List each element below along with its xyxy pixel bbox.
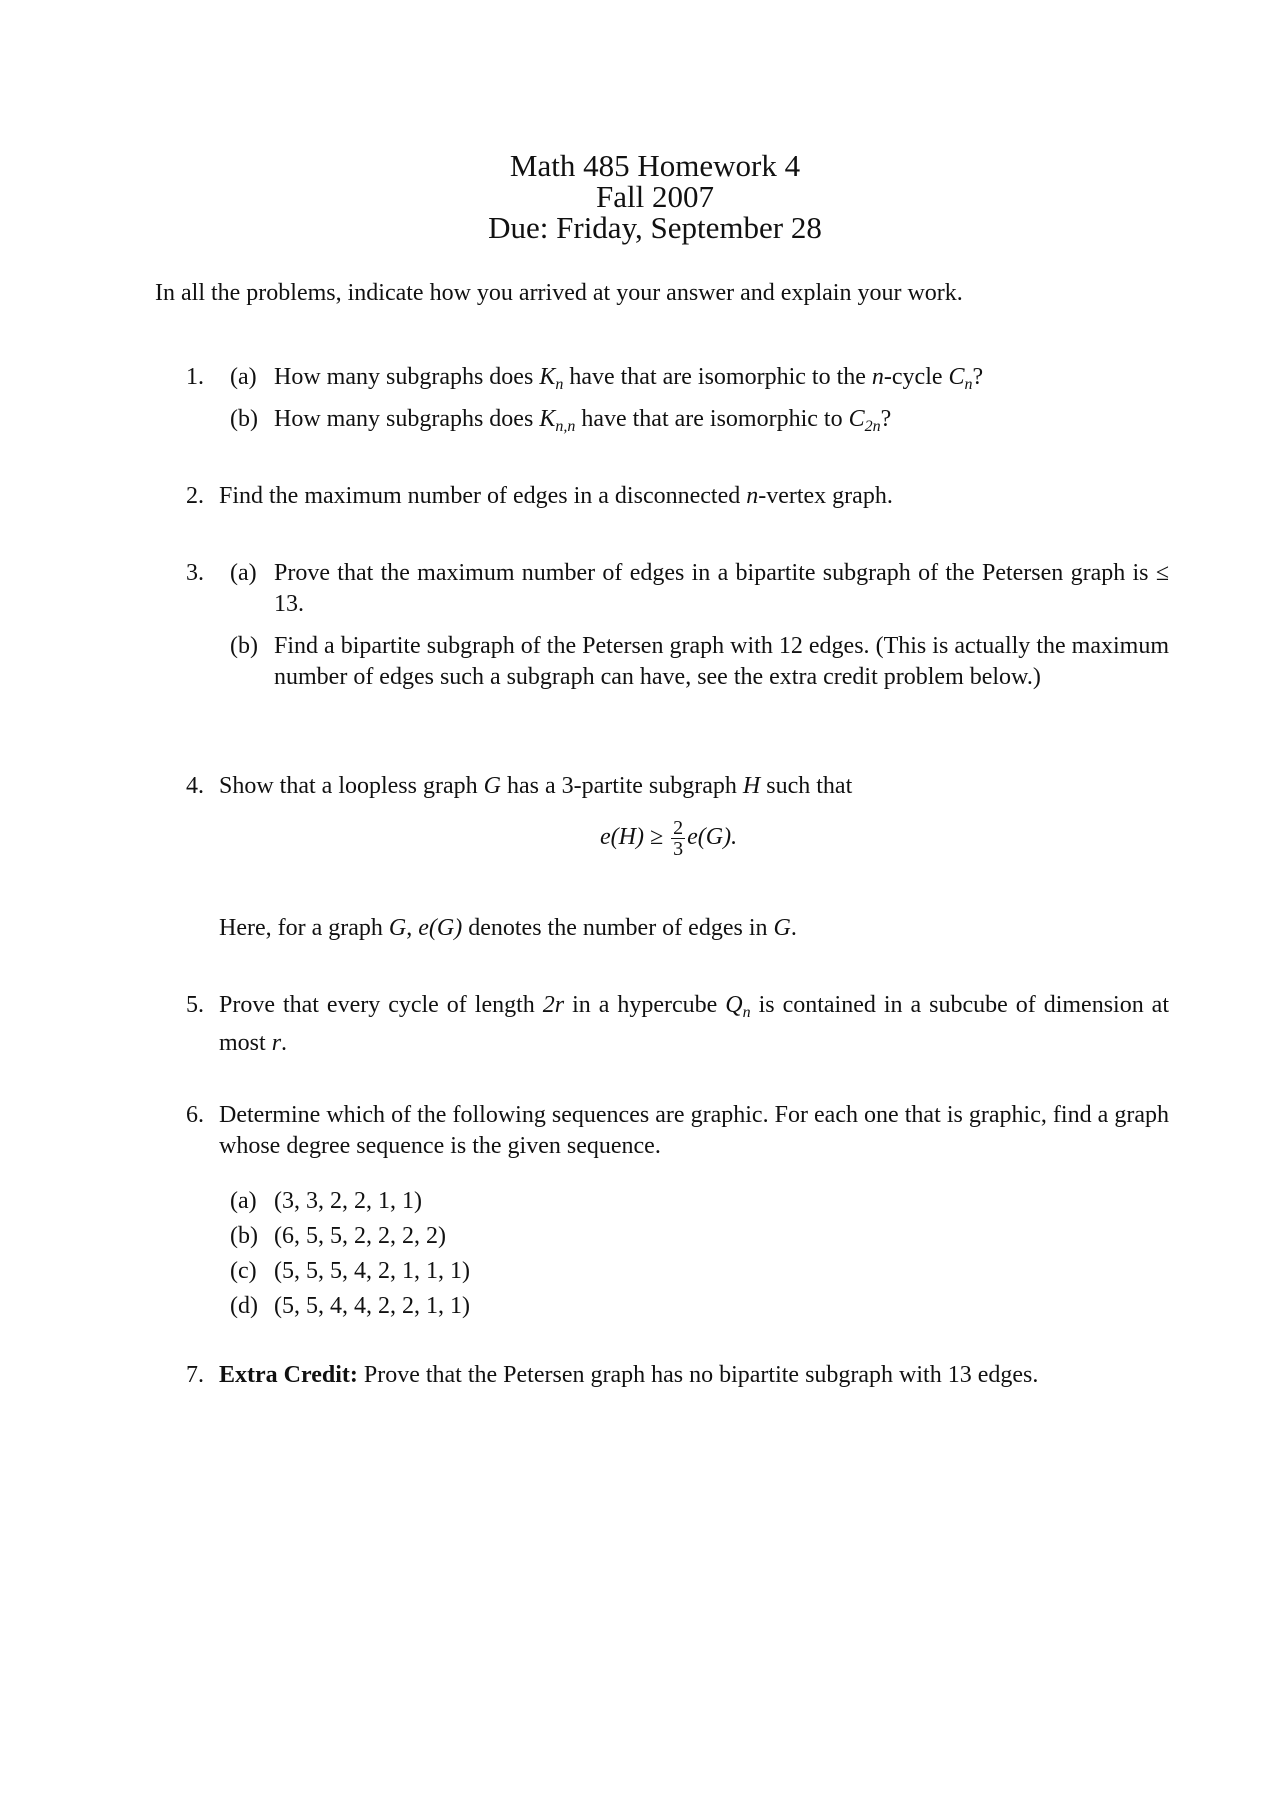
problem-3b-text: Find a bipartite subgraph of the Petersen graph with 12 edges. (This is actually the maximum number of edges such a subgraph can have, see the extra credit problem below.) [274,633,1169,690]
problem-1a-text: How many subgraphs does $K_n$ have that are isomorphic to the n-cycle $C_n$? [274,364,984,393]
problem-2-text: Find the maximum number of edges in a disconnected n-vertex graph. [219,483,893,509]
sequence-value: (5, 5, 4, 4, 2, 2, 1, 1) [274,1293,470,1319]
problem-number: 2. [186,483,204,509]
semester: Fall 2007 [596,179,714,214]
fraction: $\frac{2}{3}$ [673,817,684,860]
problem-number: 5. [186,992,204,1018]
extra-credit-label: Extra Credit: [219,1362,358,1388]
problem-7-text: Extra Credit: Prove that the Petersen graph has no bipartite subgraph with 13 edges. [219,1362,1039,1388]
sequence-label: (b) [230,1223,258,1249]
sequence-label: (c) [230,1258,257,1284]
sequence-label: (a) [230,1188,257,1214]
part-label: (b) [230,406,258,432]
problem-number: 7. [186,1362,204,1388]
problem-number: 3. [186,560,204,586]
sequence-value: (3, 3, 2, 2, 1, 1) [274,1188,422,1214]
problem-3a-text: Prove that the maximum number of edges in a bipartite subgraph of the Petersen graph is ≤ 13. [274,560,1169,617]
sequence-value: (6, 5, 5, 2, 2, 2, 2) [274,1223,446,1249]
header [0,150,1280,243]
problem-number: 1. [186,364,204,390]
problem-number: 6. [186,1102,204,1128]
problem-4-text: Show that a loopless graph G has a 3-partite subgraph H such that [219,773,853,799]
sequence-label: (d) [230,1293,258,1319]
sequence-value: (5, 5, 5, 4, 2, 1, 1, 1) [274,1258,470,1284]
problem-5-text: Prove that every cycle of length 2r in a hypercube $Q_n$ is contained in a subcube of dimension at most r. [219,992,1170,1056]
part-label: (a) [230,560,257,586]
problem-6-text: Determine which of the following sequences are graphic. For each one that is graphic, find a graph whose degree sequence is the given sequence. [219,1102,1169,1159]
inequality-equation: e(H) ≥ $\frac{2}{3}$ e(G). [600,817,738,860]
part-label: (b) [230,633,258,659]
problem-number: 4. [186,773,204,799]
problem-1b-text: How many subgraphs does $K_{n,n}$ have that are isomorphic to $C_{2n}$? [274,406,892,435]
problem-4-followup: Here, for a graph G, e(G) denotes the number of edges in G. [219,915,797,941]
due-date: Due: Friday, September 28 [488,210,822,245]
intro-text: In all the problems, indicate how you arrived at your answer and explain your work. [155,280,963,306]
part-label: (a) [230,364,257,390]
course-title: Math 485 Homework 4 [509,148,801,183]
